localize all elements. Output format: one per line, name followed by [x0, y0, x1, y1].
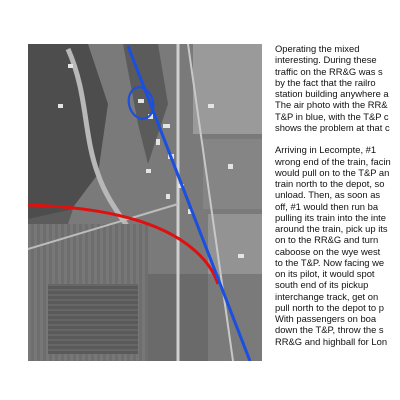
text-line: interesting. During these	[275, 54, 377, 66]
text-line: would pull on to the T&P an	[275, 166, 390, 178]
paragraph-gap	[275, 133, 400, 144]
text-line: shows the problem at that c	[275, 121, 390, 133]
text-line: unload. Then, as soon as	[275, 189, 381, 201]
text-line: T&P in blue, with the T&P c	[275, 110, 389, 122]
text-line: RR&G and highball for Lon	[275, 335, 388, 347]
text-line: Arriving in Lecompte, #1	[275, 144, 377, 156]
text-line: pulling its train into the inte	[275, 211, 387, 223]
text-line: down the T&P, throw the s	[275, 324, 384, 336]
text-line: on its pilot, it would spot	[275, 268, 375, 279]
text-line: around the train, pick up its	[275, 223, 388, 234]
text-line: to the T&P. Now facing we	[275, 256, 385, 268]
text-line: With passengers on boa	[275, 313, 377, 324]
text-line: traffic on the RR&G was s	[275, 65, 383, 77]
text-line: south end of its pickup	[275, 279, 369, 291]
text-line: station building anywhere a	[275, 88, 389, 99]
text-line: wrong end of the train, facin	[275, 155, 391, 167]
text-line: train north to the depot, so	[275, 178, 385, 189]
text-line: interchange track, get on	[275, 290, 379, 302]
aerial-photo-drawing	[28, 44, 262, 361]
text-line: Operating the mixed	[275, 43, 360, 54]
text-line: by the fact that the railro	[275, 76, 376, 88]
text-line: pull north to the depot to p	[275, 301, 384, 313]
text-line: on to the RR&G and turn	[275, 234, 379, 246]
text-line: caboose on the wye west	[275, 245, 381, 257]
paragraph-1	[275, 43, 400, 133]
text-line: off, #1 would then run ba	[275, 200, 379, 212]
aerial-photo	[28, 44, 262, 361]
article-text	[275, 43, 400, 347]
paragraph-2	[275, 144, 400, 347]
text-line: The air photo with the RR&	[275, 99, 388, 111]
